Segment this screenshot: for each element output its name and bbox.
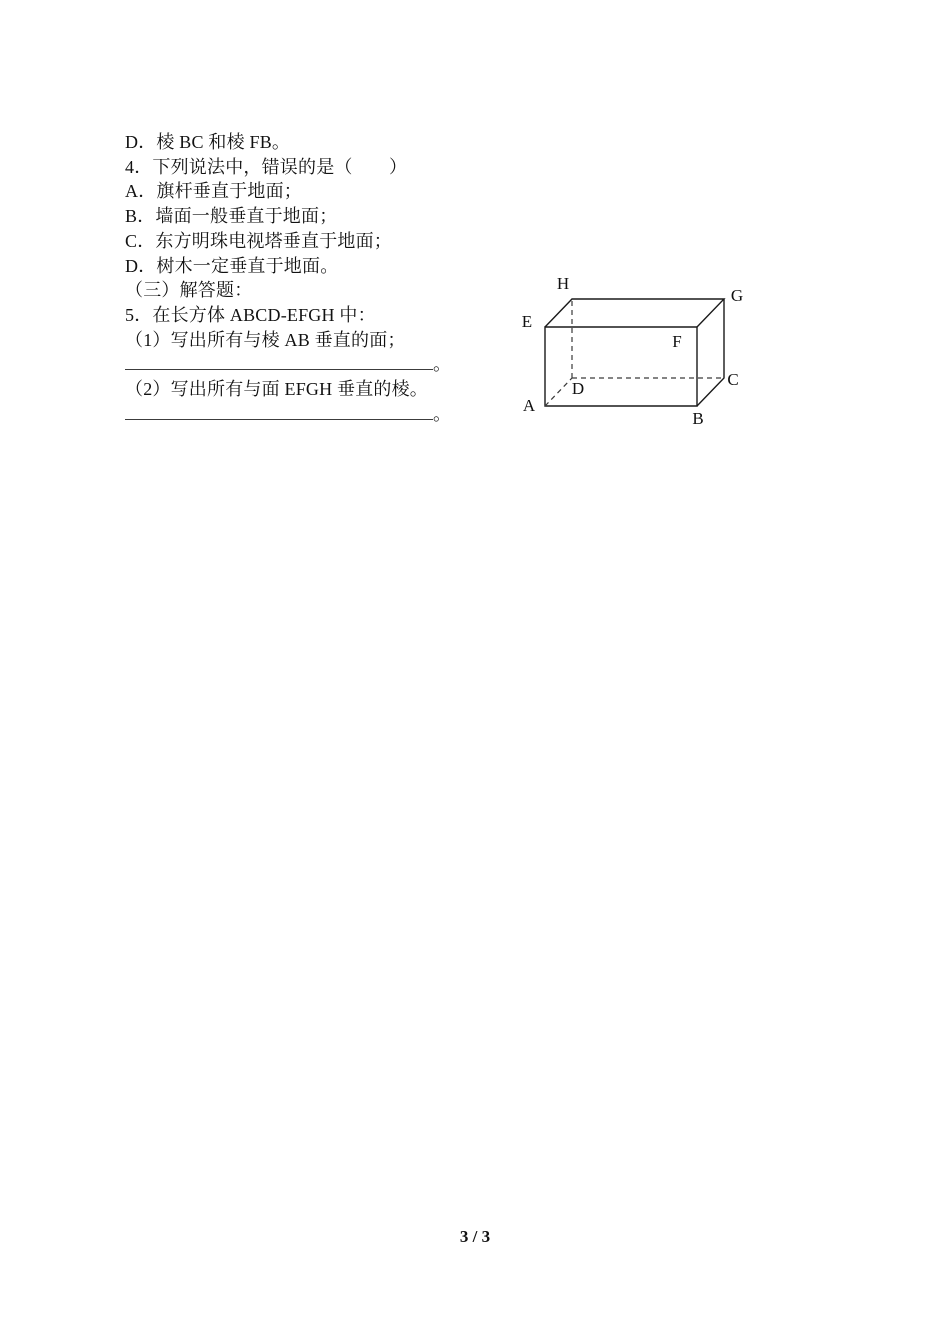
question-4-stem: 4．下列说法中，错误的是（ ）: [125, 156, 408, 177]
question-4-option-b: B．墙面一般垂直于地面；: [125, 206, 338, 227]
blank-suffix-2: 。: [433, 403, 452, 424]
vertex-label-d: D: [571, 379, 585, 398]
vertex-label-h: H: [556, 274, 570, 293]
cuboid-right-edges: [697, 299, 724, 406]
answer-line-2: [125, 402, 565, 427]
question-4-option-c: C．东方明珠电视塔垂直于地面；: [125, 230, 393, 251]
question-5-part-2: （2）写出所有与面 EFGH 垂直的棱。: [125, 379, 429, 400]
vertex-label-g: G: [730, 286, 744, 305]
answer-blank-2[interactable]: [125, 402, 433, 420]
question-text-block: [125, 130, 565, 426]
vertex-label-b: B: [692, 409, 704, 428]
option-d-line: D．棱 BC 和棱 FB。: [125, 132, 291, 152]
vertex-label-f: F: [672, 332, 682, 351]
blank-suffix-1: 。: [433, 354, 452, 375]
section-heading: （三）解答题：: [125, 280, 253, 301]
answer-line-1: [125, 352, 565, 377]
page-number: 3 / 3: [459, 1227, 491, 1246]
vertex-label-c: C: [727, 370, 739, 389]
hidden-edge-ad: [545, 378, 572, 406]
question-5-stem: 5．在长方体 ABCD-EFGH 中：: [125, 304, 376, 325]
cuboid-diagram: [505, 268, 765, 438]
question-4-option-d: D．树木一定垂直于地面。: [125, 255, 339, 276]
question-5-part-1: （1）写出所有与棱 AB 垂直的面；: [125, 329, 406, 350]
question-4-option-a: A．旗杆垂直于地面；: [125, 181, 302, 202]
vertex-label-e: E: [521, 312, 533, 331]
cuboid-svg: [505, 268, 765, 438]
vertex-label-a: A: [522, 396, 536, 415]
answer-blank-1[interactable]: [125, 352, 433, 370]
